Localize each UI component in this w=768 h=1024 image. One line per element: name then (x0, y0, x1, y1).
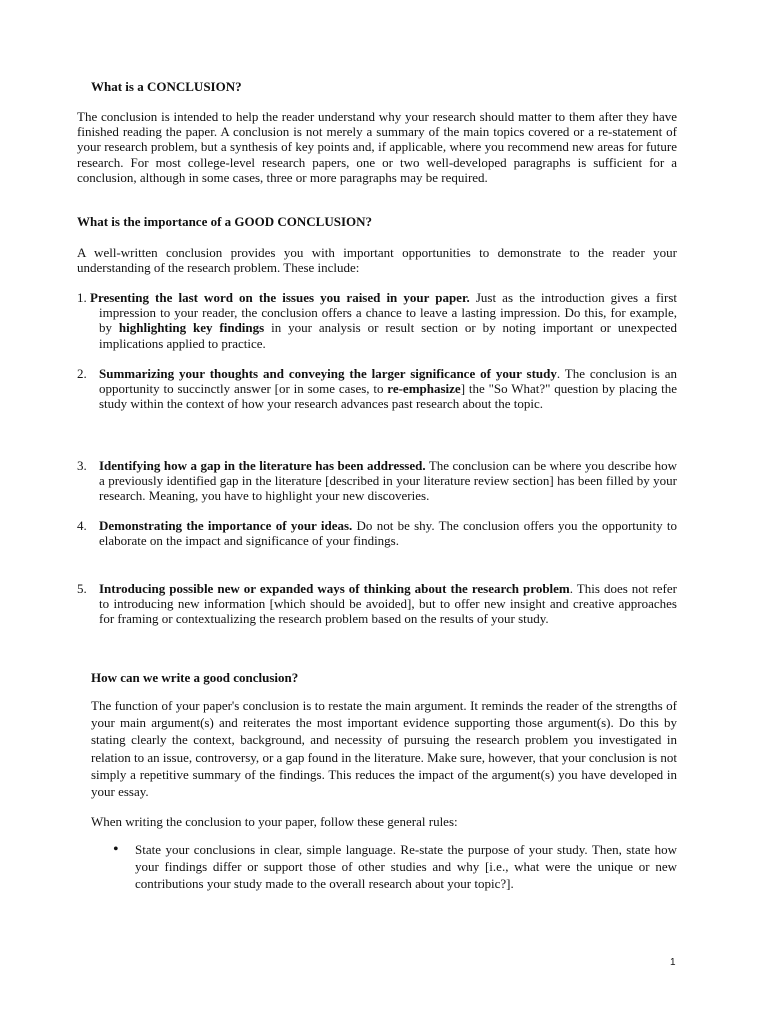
list-item-text: Do not be shy. The conclusion offers you the opportunity to elaborate on the impact and significance of your findings. (99, 518, 677, 549)
list-item-bold: Introducing possible new or expanded ways of thinking about the research problem (99, 581, 570, 596)
list-item-text: . The conclusion is an opportunity to succinctly answer [or in some cases, to (99, 366, 677, 397)
list-item-bold: Identifying how a gap in the literature has been addressed. (99, 458, 426, 473)
list-item-4 (77, 518, 677, 548)
importance-paragraph: A well-written conclusion provides you with important opportunities to demonstrate to the reader your understanding of the research problem. These include: (77, 245, 677, 276)
list-item-5 (77, 581, 677, 627)
list-item-bold: Summarizing your thoughts and conveying the larger significance of your study (99, 366, 557, 381)
list-item-1 (77, 290, 677, 351)
list-item-emphasis: re-emphasize (387, 381, 461, 397)
list-item-text: Just as the introduction gives a first impression to your reader, the conclusion offers a chance to leave a lasting impression. Do this, for example, by (99, 290, 677, 336)
function-paragraph: The function of your paper's conclusion is to restate the main argument. It reminds the reader of the strengths of your main argument(s) and reiterates the most important evidence supporting those argument(s). Do this by stating clearly the context, background, and necessity of pursuing the research problem you investigated in relation to an issue, controversy, or a gap found in the literature. Make sure, however, that your conclusion is not simply a repetitive summary of the findings. This reduces the impact of the argument(s) you have developed in your essay. (91, 698, 677, 800)
list-number: 2. (77, 366, 87, 381)
list-number: 3. (77, 458, 87, 473)
list-number: 4. (77, 518, 87, 533)
bullet-icon: • (113, 841, 119, 858)
heading-how-to-write: How can we write a good conclusion? (91, 670, 299, 685)
list-item-bold: Demonstrating the importance of your ideas. (99, 518, 353, 533)
heading-importance: What is the importance of a GOOD CONCLUSION? (77, 214, 373, 229)
list-item-text-end: in your analysis or result section or by noting important or unexpected implications applied to practice. (99, 320, 678, 351)
list-item-text: The conclusion can be where you describe how a previously identified gap in the literature [described in your literature review section] has been filled by your research. Meaning, you have to highlight your new discoveries. (99, 458, 677, 504)
list-item-emphasis: highlighting key findings (118, 320, 265, 336)
page-number: 1 (670, 957, 676, 968)
list-item-text-end: ] the "So What?" question by placing the study within the context of how your research advances past research about the topic. (99, 381, 677, 412)
list-number: 1. (77, 290, 87, 305)
heading-what-is-conclusion: What is a CONCLUSION? (91, 79, 242, 94)
list-number: 5. (77, 581, 87, 596)
list-item-text: . This does not refer to introducing new information [which should be avoided], but to offer new insight and creative approaches for framing or contextualizing the research problem based on the results of your study. (99, 581, 677, 627)
rules-paragraph: When writing the conclusion to your paper, follow these general rules: (91, 814, 458, 829)
list-item-bold: Presenting the last word on the issues you raised in your paper. (90, 290, 470, 305)
list-item-3 (77, 458, 677, 504)
list-item-2 (77, 366, 677, 412)
intro-paragraph: The conclusion is intended to help the reader understand why your research should matter to them after they have finished reading the paper. A conclusion is not merely a summary of the main topics covered or a re-statement of your research problem, but a synthesis of key points and, if applicable, where you recommend new areas for future research. For most college-level research papers, one or two well-developed paragraphs is sufficient for a conclusion, although in some cases, three or more paragraphs may be required. (77, 109, 677, 185)
bullet-text: State your conclusions in clear, simple language. Re-state the purpose of your study. Then, state how your findings differ or support those of other studies and why [i.e., what were the unique or new contributions your study made to the overall research about your topic?]. (135, 842, 677, 892)
